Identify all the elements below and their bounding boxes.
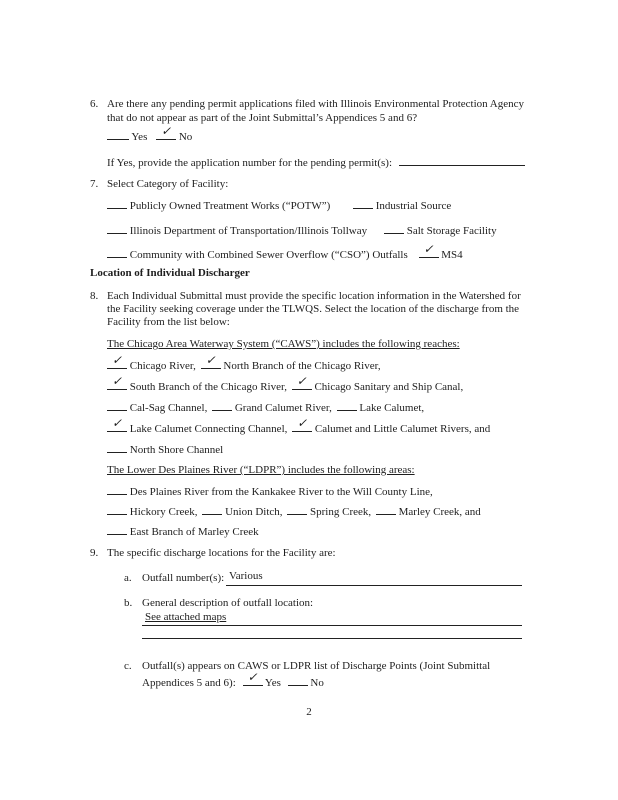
- ldpr-heading: The Lower Des Plaines River (“LDPR”) includes the following areas:: [107, 464, 415, 476]
- q6-application-number-field[interactable]: [399, 154, 525, 166]
- caws-chicago-river-blank[interactable]: [107, 353, 127, 369]
- q8-text-line2: the Facility seeking coverage under the TLWQS. Select the location of the discharge from the: [107, 303, 520, 315]
- caws-row-1: [107, 353, 381, 373]
- caws-chicago-river-label: Chicago River,: [129, 360, 196, 372]
- q9c-text-line1: Outfall(s) appears on CAWS or LDPR list of Discharge Points (Joint Submittal: [142, 660, 491, 672]
- caws-row-5: [107, 441, 223, 457]
- section-heading: Location of Individual Discharger: [90, 267, 250, 279]
- q9c-no-label: No: [310, 677, 324, 689]
- q6-no-blank[interactable]: [156, 124, 176, 140]
- q9c-text-line2: Appendices 5 and 6):: [142, 677, 236, 689]
- check-mark: ✓: [205, 353, 216, 367]
- caws-north-branch-blank[interactable]: [201, 353, 221, 369]
- caws-grand-calumet-blank[interactable]: [212, 399, 232, 411]
- ldpr-spring-creek-label: Spring Creek,: [310, 506, 372, 518]
- ldpr-spring-creek-blank[interactable]: [287, 503, 307, 515]
- q9b-answer[interactable]: See attached maps: [145, 611, 227, 623]
- q9a-label: Outfall number(s):: [142, 572, 225, 584]
- q6-number: 6.: [90, 98, 99, 110]
- q7-cso-label: Community with Combined Sewer Overflow (“CSO”) Outfalls: [129, 249, 408, 261]
- caws-north-branch-label: North Branch of the Chicago River,: [223, 360, 381, 372]
- caws-heading: The Chicago Area Waterway System (“CAWS”) includes the following reaches:: [107, 338, 460, 350]
- caws-south-branch-blank[interactable]: [107, 374, 127, 390]
- q9c-yes-blank[interactable]: [243, 670, 263, 686]
- q6-text-line1: Are there any pending permit applications filed with Illinois Environmental Protection Agency: [107, 98, 524, 110]
- q9-number: 9.: [90, 547, 99, 559]
- q7-ms4-blank[interactable]: [419, 242, 439, 258]
- ldpr-east-branch-label: East Branch of Marley Creek: [129, 526, 259, 538]
- check-mark: ✓: [111, 374, 123, 388]
- q9a-letter: a.: [124, 572, 132, 584]
- q7-salt-label: Salt Storage Facility: [406, 225, 497, 237]
- q9b-letter: b.: [124, 597, 133, 609]
- ldpr-union-ditch-blank[interactable]: [202, 503, 222, 515]
- q9c-letter: c.: [124, 660, 132, 672]
- check-mark: ✓: [111, 353, 123, 367]
- q6-no-label: No: [178, 131, 193, 143]
- q7-salt-blank[interactable]: [384, 222, 404, 234]
- caws-row-2: [107, 374, 464, 394]
- q8-text-line1: Each Individual Submittal must provide the specific location information in the Watershed for: [107, 290, 521, 302]
- q6-text-line2: that do not appear as part of the Joint Submittal’s Appendices 5 and 6?: [107, 112, 418, 124]
- check-mark: ✓: [296, 374, 307, 388]
- ldpr-row-2: [107, 503, 481, 519]
- caws-lake-calumet-blank[interactable]: [337, 399, 357, 411]
- caws-sanitary-ship-canal-blank[interactable]: [292, 374, 312, 390]
- q8-number: 8.: [90, 290, 99, 302]
- check-mark: ✓: [111, 416, 123, 430]
- q7-number: 7.: [90, 178, 99, 190]
- q6-yes-blank[interactable]: [107, 128, 129, 140]
- q9b-answer-line-1: [142, 625, 522, 626]
- caws-cal-sag-blank[interactable]: [107, 399, 127, 411]
- q7-cso-blank[interactable]: [107, 246, 127, 258]
- q9a-answer[interactable]: Various: [229, 570, 263, 582]
- q9c-answer-row: [142, 670, 324, 690]
- ldpr-union-ditch-label: Union Ditch,: [225, 506, 283, 518]
- q7-potw-blank[interactable]: [107, 197, 127, 209]
- caws-sanitary-ship-canal-label: Chicago Sanitary and Ship Canal,: [314, 381, 464, 393]
- ldpr-hickory-creek-blank[interactable]: [107, 503, 127, 515]
- q6-yes-label: Yes: [131, 131, 148, 143]
- q7-option-potw: [107, 197, 330, 213]
- q9c-no-blank[interactable]: [288, 674, 308, 686]
- caws-connecting-channel-blank[interactable]: [107, 416, 127, 432]
- q7-option-cso: [107, 242, 463, 262]
- q9c-yes-label: Yes: [264, 677, 281, 689]
- caws-row-4: [107, 416, 491, 436]
- q8-text-line3: Facility from the list below:: [107, 316, 230, 328]
- caws-grand-calumet-label: Grand Calumet River,: [234, 402, 332, 414]
- check-mark: ✓: [297, 416, 308, 430]
- caws-south-branch-label: South Branch of the Chicago River,: [129, 381, 287, 393]
- check-mark: ✓: [423, 242, 434, 256]
- q9-prompt: The specific discharge locations for the Facility are:: [107, 547, 336, 559]
- q7-option-salt: [384, 222, 497, 238]
- ldpr-marley-creek-blank[interactable]: [376, 503, 396, 515]
- caws-calumet-rivers-label: Calumet and Little Calumet Rivers, and: [314, 423, 491, 435]
- caws-north-shore-blank[interactable]: [107, 441, 127, 453]
- page-number: 2: [306, 706, 312, 718]
- ldpr-des-plaines-label: Des Plaines River from the Kankakee River to the Will County Line,: [129, 486, 433, 498]
- caws-lake-calumet-label: Lake Calumet,: [359, 402, 425, 414]
- q6-answer-row: [107, 124, 193, 144]
- q9b-label: General description of outfall location:: [142, 597, 314, 609]
- caws-calumet-rivers-blank[interactable]: [292, 416, 312, 432]
- ldpr-hickory-creek-label: Hickory Creek,: [129, 506, 198, 518]
- caws-north-shore-label: North Shore Channel: [129, 444, 224, 456]
- q9b-answer-line-2: [142, 638, 522, 639]
- ldpr-des-plaines-blank[interactable]: [107, 483, 127, 495]
- check-mark: ✓: [247, 670, 258, 684]
- q7-option-industrial: [353, 197, 451, 213]
- q7-industrial-blank[interactable]: [353, 197, 373, 209]
- q7-idot-label: Illinois Department of Transportation/Illinois Tollway: [129, 225, 368, 237]
- caws-row-3: [107, 399, 424, 415]
- caws-connecting-channel-label: Lake Calumet Connecting Channel,: [129, 423, 288, 435]
- q6-followup-row: [107, 154, 525, 170]
- q9a-answer-line: [226, 585, 522, 586]
- q6-followup-text: If Yes, provide the application number for the pending permit(s):: [107, 157, 393, 169]
- ldpr-east-branch-blank[interactable]: [107, 523, 127, 535]
- check-mark: ✓: [161, 124, 172, 138]
- ldpr-marley-creek-label: Marley Creek, and: [398, 506, 481, 518]
- ldpr-row-1: [107, 483, 433, 499]
- ldpr-row-3: [107, 523, 259, 539]
- q7-prompt: Select Category of Facility:: [107, 178, 229, 190]
- q7-potw-label: Publicly Owned Treatment Works (“POTW”): [129, 200, 331, 212]
- q7-industrial-label: Industrial Source: [375, 200, 452, 212]
- caws-cal-sag-label: Cal-Sag Channel,: [129, 402, 208, 414]
- q7-idot-blank[interactable]: [107, 222, 127, 234]
- q7-ms4-label: MS4: [441, 249, 463, 261]
- q7-option-idot: [107, 222, 367, 238]
